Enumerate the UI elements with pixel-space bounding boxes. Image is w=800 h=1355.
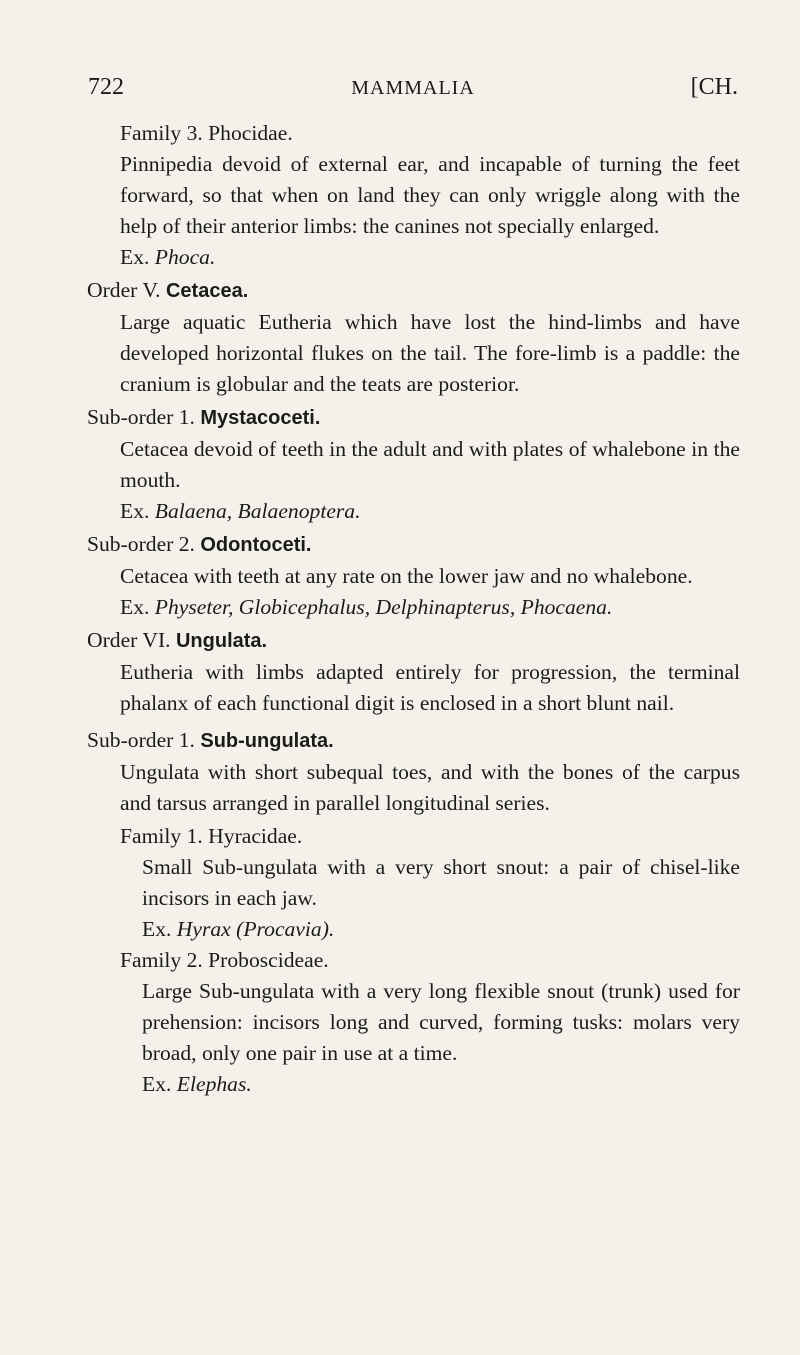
family-2-description: Large Sub-ungulata with a very long flexible snout (trunk) used for prehension: incisors long and curved, forming tusks: molars very broad, only one pair in use at a time. [142, 979, 740, 1065]
example-taxa: Balaena, Balaenoptera. [154, 499, 361, 523]
example-prefix: Ex. [120, 595, 150, 619]
order-prefix: Order VI. [87, 628, 171, 652]
order-prefix: Order V. [87, 278, 161, 302]
suborder-mystacoceti-heading [87, 402, 740, 434]
suborder-name: Sub-ungulata. [200, 730, 334, 752]
running-header [88, 74, 738, 108]
order-name: Cetacea. [165, 280, 249, 302]
suborder-name: Odontoceti. [200, 534, 312, 556]
page-number: 722 [88, 74, 124, 100]
suborder-prefix: Sub-order 2. [87, 532, 195, 556]
suborder-odontoceti-example [120, 592, 740, 623]
page-body [87, 118, 740, 1100]
order-6-heading [87, 625, 740, 657]
example-taxa: Elephas. [176, 1072, 252, 1096]
example-taxa: Physeter, Globicephalus, Delphinapterus, Phocaena. [154, 595, 613, 619]
suborder-subungulata-description: Ungulata with short subequal toes, and with the bones of the carpus and tarsus arranged in parallel longitudinal series. [120, 760, 740, 815]
suborder-name: Mystacoceti. [200, 407, 321, 429]
suborder-prefix: Sub-order 1. [87, 728, 195, 752]
suborder-subungulata-heading [87, 725, 740, 757]
order-6-description: Eutheria with limbs adapted entirely for progression, the terminal phalanx of each functional digit is enclosed in a short blunt nail. [120, 660, 740, 715]
order-name: Ungulata. [175, 630, 268, 652]
family-1-description: Small Sub-ungulata with a very short snout: a pair of chisel-like incisors in each jaw. [142, 855, 740, 910]
family-3-description-text: Pinnipedia devoid of external ear, and incapable of turning the feet forward, so that when on land they can only wriggle along with the help of their anterior limbs: the canines not specially enlarged. [120, 152, 740, 238]
running-title: MAMMALIA [351, 77, 475, 99]
suborder-mystacoceti-example [120, 496, 740, 527]
family-2-heading: Family 2. Proboscideae. [120, 948, 329, 972]
suborder-odontoceti-description: Cetacea with teeth at any rate on the lower jaw and no whalebone. [120, 564, 693, 588]
family-3-example [120, 242, 740, 273]
family-3-description [120, 149, 740, 242]
family-1-heading: Family 1. Hyracidae. [120, 824, 303, 848]
example-taxa: Phoca. [154, 245, 216, 269]
example-prefix: Ex. [120, 245, 150, 269]
suborder-prefix: Sub-order 1. [87, 405, 195, 429]
example-prefix: Ex. [142, 917, 172, 941]
order-5-description: Large aquatic Eutheria which have lost the hind-limbs and have developed horizontal flukes on the tail. The fore-limb is a paddle: the cranium is globular and the teats are posterior. [120, 310, 740, 396]
family-1-example [142, 914, 740, 945]
suborder-mystacoceti-description: Cetacea devoid of teeth in the adult and with plates of whalebone in the mouth. [120, 437, 740, 492]
example-taxa: Hyrax (Procavia). [176, 917, 335, 941]
example-prefix: Ex. [142, 1072, 172, 1096]
example-prefix: Ex. [120, 499, 150, 523]
suborder-odontoceti-heading [87, 529, 740, 561]
family-3-heading: Family 3. Phocidae. [120, 121, 293, 145]
chapter-marker: [CH. [690, 74, 738, 100]
order-5-heading [87, 275, 740, 307]
family-2-example [142, 1069, 740, 1100]
